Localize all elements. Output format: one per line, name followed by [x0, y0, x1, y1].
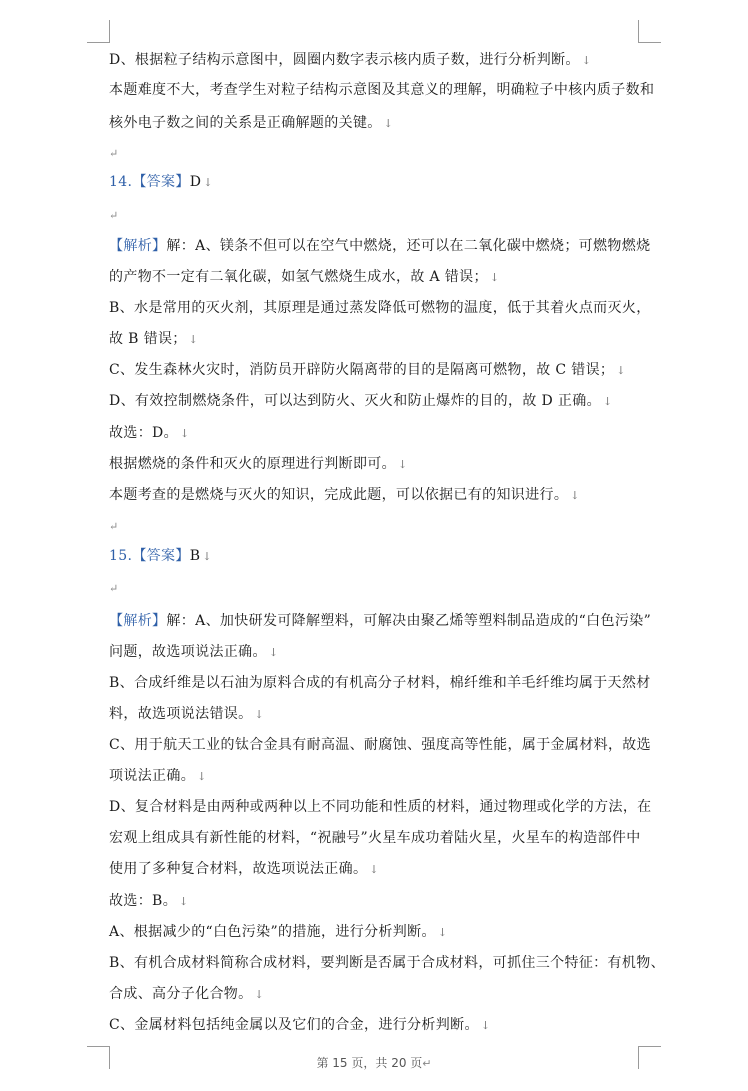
- analysis-14-line-1: 【解析】解：A、镁条不但可以在空气中燃烧，还可以在二氧化碳中燃烧；可燃物燃烧: [109, 238, 651, 254]
- text-line: 问题，故选项说法正确。 ↓: [109, 644, 279, 660]
- text-line: 故选：D。 ↓: [109, 425, 190, 441]
- text-line: C、用于航天工业的钛合金具有耐高温、耐腐蚀、强度高等性能，属于金属材料，故选: [109, 737, 652, 753]
- answer-label: 【答案】: [132, 174, 190, 190]
- text-line: 宏观上组成具有新性能的材料，“祝融号”火星车成功着陆火星，火星车的构造部件中: [109, 830, 641, 846]
- text-line: 核外电子数之间的关系是正确解题的关键。 ↓: [109, 115, 394, 131]
- corner-mark-top-left: [87, 20, 110, 43]
- text-line: D、有效控制燃烧条件，可以达到防火、灭火和防止爆炸的目的，故 D 正确。 ↓: [109, 393, 613, 409]
- answer-value: B: [189, 548, 201, 564]
- analysis-15-line-1: 【解析】解：A、加快研发可降解塑料，可解决由聚乙烯等塑料制品造成的“白色污染”: [109, 613, 652, 629]
- answer-14: 14.【答案】D ↓: [109, 174, 213, 190]
- text-line: D、根据粒子结构示意图中，圆圈内数字表示核内质子数，进行分析判断。 ↓: [109, 52, 592, 68]
- analysis-tag: 【解析】: [109, 238, 167, 254]
- text-line: 故 B 错误； ↓: [109, 331, 199, 347]
- answer-15: 15.【答案】B ↓: [109, 548, 212, 564]
- text-line: 本题难度不大，考查学生对粒子结构示意图及其意义的理解，明确粒子中核内质子数和: [109, 82, 655, 98]
- answer-value: D: [189, 174, 202, 190]
- text-line: 根据燃烧的条件和灭火的原理进行判断即可。 ↓: [109, 456, 408, 472]
- text-line: B、合成纤维是以石油为原料合成的有机高分子材料，棉纤维和羊毛纤维均属于天然材: [109, 675, 651, 691]
- text-line: 故选：B。 ↓: [109, 893, 189, 909]
- text-line: C、金属材料包括纯金属以及它们的合金，进行分析判断。 ↓: [109, 1017, 491, 1033]
- page-footer: 第 15 页，共 20 页↵: [316, 1056, 432, 1070]
- text-line: 使用了多种复合材料，故选项说法正确。 ↓: [109, 861, 379, 877]
- question-number: 14.: [109, 174, 133, 190]
- text-line: 本题考查的是燃烧与灭火的知识，完成此题，可以依据已有的知识进行。 ↓: [109, 487, 580, 503]
- analysis-tag: 【解析】: [109, 613, 167, 629]
- corner-mark-top-right: [638, 20, 661, 43]
- text-line: 合成、高分子化合物。 ↓: [109, 986, 265, 1002]
- text-line: D、复合材料是由两种或两种以上不同功能和性质的材料，通过物理或化学的方法，在: [109, 799, 652, 815]
- question-number: 15.: [109, 548, 133, 564]
- text-line: 料，故选项说法错误。 ↓: [109, 706, 265, 722]
- text-line: B、有机合成材料简称合成材料，要判断是否属于合成材料，可抓住三个特征：有机物、: [109, 955, 665, 971]
- empty-paragraph: ↵: [109, 582, 119, 595]
- answer-label: 【答案】: [132, 548, 190, 564]
- analysis-14-line-2: 的产物不一定有二氧化碳，如氢气燃烧生成水，故 A 错误； ↓: [109, 269, 500, 285]
- text-line: C、发生森林火灾时，消防员开辟防火隔离带的目的是隔离可燃物，故 C 错误； ↓: [109, 362, 626, 378]
- empty-paragraph: ↵: [109, 520, 119, 533]
- empty-paragraph: ↵: [109, 147, 119, 160]
- text-line: 项说法正确。 ↓: [109, 768, 207, 784]
- text-line: B、水是常用的灭火剂，其原理是通过蒸发降低可燃物的温度，低于其着火点而灭火，: [109, 300, 651, 316]
- empty-paragraph: ↵: [109, 209, 119, 222]
- text-line: A、根据减少的“白色污染”的措施，进行分析判断。 ↓: [109, 924, 448, 940]
